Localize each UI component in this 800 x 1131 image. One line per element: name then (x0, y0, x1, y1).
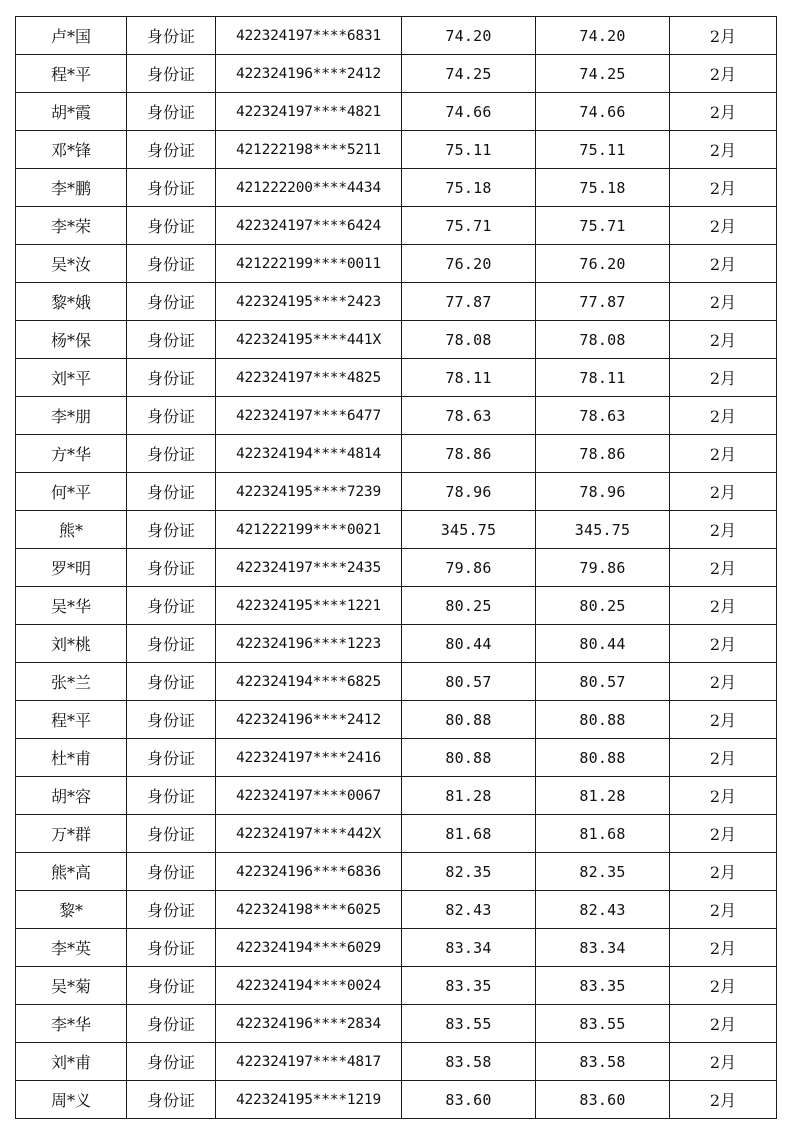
month-cell: 2月 (670, 207, 777, 245)
amount-cell: 74.20 (402, 17, 536, 55)
id-number-cell: 422324197****442X (216, 815, 402, 853)
id-number-cell: 422324197****4821 (216, 93, 402, 131)
month-cell: 2月 (670, 1005, 777, 1043)
table-row (16, 549, 777, 587)
table-row (16, 283, 777, 321)
subsidy-cell: 83.34 (536, 929, 670, 967)
table-row (16, 701, 777, 739)
subsidy-cell: 80.88 (536, 701, 670, 739)
id-number-cell: 422324196****2412 (216, 55, 402, 93)
subsidy-cell: 76.20 (536, 245, 670, 283)
amount-cell: 345.75 (402, 511, 536, 549)
subsidy-cell: 81.68 (536, 815, 670, 853)
id-type-cell: 身份证 (127, 587, 216, 625)
subsidy-cell: 80.44 (536, 625, 670, 663)
month-cell: 2月 (670, 739, 777, 777)
id-number-cell: 422324196****2834 (216, 1005, 402, 1043)
amount-cell: 77.87 (402, 283, 536, 321)
amount-cell: 78.08 (402, 321, 536, 359)
name-cell: 程*平 (16, 55, 127, 93)
amount-cell: 81.68 (402, 815, 536, 853)
name-cell: 刘*甫 (16, 1043, 127, 1081)
month-cell: 2月 (670, 777, 777, 815)
amount-cell: 75.11 (402, 131, 536, 169)
id-type-cell: 身份证 (127, 777, 216, 815)
subsidy-cell: 78.63 (536, 397, 670, 435)
id-number-cell: 422324195****1221 (216, 587, 402, 625)
id-number-cell: 422324194****4814 (216, 435, 402, 473)
subsidy-cell: 80.88 (536, 739, 670, 777)
id-number-cell: 421222199****0011 (216, 245, 402, 283)
month-cell: 2月 (670, 245, 777, 283)
name-cell: 方*华 (16, 435, 127, 473)
id-type-cell: 身份证 (127, 131, 216, 169)
subsidy-cell: 74.66 (536, 93, 670, 131)
name-cell: 万*群 (16, 815, 127, 853)
amount-cell: 74.25 (402, 55, 536, 93)
id-number-cell: 422324196****2412 (216, 701, 402, 739)
id-number-cell: 422324197****0067 (216, 777, 402, 815)
table-row (16, 587, 777, 625)
name-cell: 熊* (16, 511, 127, 549)
payment-roster-table (15, 16, 777, 1119)
name-cell: 张*兰 (16, 663, 127, 701)
name-cell: 胡*霞 (16, 93, 127, 131)
table-row (16, 815, 777, 853)
month-cell: 2月 (670, 891, 777, 929)
id-number-cell: 422324197****6477 (216, 397, 402, 435)
table-row (16, 93, 777, 131)
id-type-cell: 身份证 (127, 739, 216, 777)
month-cell: 2月 (670, 397, 777, 435)
table-row (16, 321, 777, 359)
month-cell: 2月 (670, 473, 777, 511)
id-type-cell: 身份证 (127, 283, 216, 321)
subsidy-cell: 74.25 (536, 55, 670, 93)
subsidy-cell: 345.75 (536, 511, 670, 549)
name-cell: 周*义 (16, 1081, 127, 1119)
id-number-cell: 422324194****6825 (216, 663, 402, 701)
subsidy-cell: 83.58 (536, 1043, 670, 1081)
id-type-cell: 身份证 (127, 169, 216, 207)
id-type-cell: 身份证 (127, 435, 216, 473)
amount-cell: 78.96 (402, 473, 536, 511)
name-cell: 吴*菊 (16, 967, 127, 1005)
id-type-cell: 身份证 (127, 359, 216, 397)
table-row (16, 739, 777, 777)
subsidy-cell: 83.35 (536, 967, 670, 1005)
subsidy-cell: 79.86 (536, 549, 670, 587)
month-cell: 2月 (670, 967, 777, 1005)
id-type-cell: 身份证 (127, 549, 216, 587)
amount-cell: 83.34 (402, 929, 536, 967)
id-number-cell: 422324195****1219 (216, 1081, 402, 1119)
table-row (16, 207, 777, 245)
subsidy-cell: 78.86 (536, 435, 670, 473)
table-row (16, 55, 777, 93)
month-cell: 2月 (670, 435, 777, 473)
name-cell: 李*华 (16, 1005, 127, 1043)
subsidy-cell: 75.71 (536, 207, 670, 245)
table-row (16, 1005, 777, 1043)
amount-cell: 78.63 (402, 397, 536, 435)
id-type-cell: 身份证 (127, 929, 216, 967)
amount-cell: 80.88 (402, 701, 536, 739)
subsidy-cell: 80.25 (536, 587, 670, 625)
amount-cell: 83.58 (402, 1043, 536, 1081)
table-row (16, 397, 777, 435)
id-number-cell: 422324197****2435 (216, 549, 402, 587)
id-number-cell: 421222199****0021 (216, 511, 402, 549)
name-cell: 刘*桃 (16, 625, 127, 663)
amount-cell: 76.20 (402, 245, 536, 283)
table-row (16, 891, 777, 929)
id-number-cell: 422324195****2423 (216, 283, 402, 321)
month-cell: 2月 (670, 663, 777, 701)
table-row (16, 359, 777, 397)
id-type-cell: 身份证 (127, 1081, 216, 1119)
amount-cell: 74.66 (402, 93, 536, 131)
table-body (16, 17, 777, 1119)
id-type-cell: 身份证 (127, 473, 216, 511)
amount-cell: 80.57 (402, 663, 536, 701)
amount-cell: 82.43 (402, 891, 536, 929)
table-row (16, 777, 777, 815)
id-number-cell: 422324196****1223 (216, 625, 402, 663)
name-cell: 黎*娥 (16, 283, 127, 321)
amount-cell: 78.11 (402, 359, 536, 397)
subsidy-cell: 82.35 (536, 853, 670, 891)
name-cell: 邓*锋 (16, 131, 127, 169)
table-row (16, 435, 777, 473)
subsidy-cell: 83.55 (536, 1005, 670, 1043)
id-number-cell: 422324197****6831 (216, 17, 402, 55)
subsidy-cell: 78.08 (536, 321, 670, 359)
amount-cell: 83.35 (402, 967, 536, 1005)
id-number-cell: 422324195****7239 (216, 473, 402, 511)
id-number-cell: 422324197****4825 (216, 359, 402, 397)
id-number-cell: 421222200****4434 (216, 169, 402, 207)
id-type-cell: 身份证 (127, 967, 216, 1005)
id-type-cell: 身份证 (127, 853, 216, 891)
id-type-cell: 身份证 (127, 321, 216, 359)
table-row (16, 473, 777, 511)
amount-cell: 78.86 (402, 435, 536, 473)
name-cell: 熊*高 (16, 853, 127, 891)
month-cell: 2月 (670, 93, 777, 131)
table-row (16, 17, 777, 55)
id-number-cell: 421222198****5211 (216, 131, 402, 169)
amount-cell: 75.18 (402, 169, 536, 207)
subsidy-cell: 78.96 (536, 473, 670, 511)
name-cell: 吴*汝 (16, 245, 127, 283)
name-cell: 李*鹏 (16, 169, 127, 207)
month-cell: 2月 (670, 853, 777, 891)
subsidy-cell: 83.60 (536, 1081, 670, 1119)
amount-cell: 75.71 (402, 207, 536, 245)
table-row (16, 1081, 777, 1119)
name-cell: 杜*甫 (16, 739, 127, 777)
id-number-cell: 422324197****4817 (216, 1043, 402, 1081)
id-number-cell: 422324198****6025 (216, 891, 402, 929)
month-cell: 2月 (670, 929, 777, 967)
month-cell: 2月 (670, 131, 777, 169)
name-cell: 李*荣 (16, 207, 127, 245)
id-type-cell: 身份证 (127, 397, 216, 435)
id-type-cell: 身份证 (127, 55, 216, 93)
amount-cell: 83.60 (402, 1081, 536, 1119)
id-type-cell: 身份证 (127, 891, 216, 929)
month-cell: 2月 (670, 701, 777, 739)
name-cell: 刘*平 (16, 359, 127, 397)
subsidy-cell: 78.11 (536, 359, 670, 397)
id-number-cell: 422324196****6836 (216, 853, 402, 891)
month-cell: 2月 (670, 321, 777, 359)
table-row (16, 245, 777, 283)
name-cell: 杨*保 (16, 321, 127, 359)
month-cell: 2月 (670, 587, 777, 625)
id-number-cell: 422324197****2416 (216, 739, 402, 777)
month-cell: 2月 (670, 169, 777, 207)
id-type-cell: 身份证 (127, 1043, 216, 1081)
id-type-cell: 身份证 (127, 625, 216, 663)
name-cell: 罗*明 (16, 549, 127, 587)
name-cell: 李*朋 (16, 397, 127, 435)
month-cell: 2月 (670, 1081, 777, 1119)
id-type-cell: 身份证 (127, 815, 216, 853)
name-cell: 胡*容 (16, 777, 127, 815)
amount-cell: 80.25 (402, 587, 536, 625)
table-row (16, 169, 777, 207)
name-cell: 卢*国 (16, 17, 127, 55)
name-cell: 黎* (16, 891, 127, 929)
id-type-cell: 身份证 (127, 245, 216, 283)
subsidy-cell: 82.43 (536, 891, 670, 929)
id-number-cell: 422324195****441X (216, 321, 402, 359)
name-cell: 吴*华 (16, 587, 127, 625)
month-cell: 2月 (670, 55, 777, 93)
id-number-cell: 422324194****6029 (216, 929, 402, 967)
table-row (16, 625, 777, 663)
name-cell: 何*平 (16, 473, 127, 511)
table-row (16, 967, 777, 1005)
id-number-cell: 422324197****6424 (216, 207, 402, 245)
amount-cell: 81.28 (402, 777, 536, 815)
subsidy-cell: 81.28 (536, 777, 670, 815)
month-cell: 2月 (670, 815, 777, 853)
id-type-cell: 身份证 (127, 701, 216, 739)
month-cell: 2月 (670, 549, 777, 587)
id-type-cell: 身份证 (127, 511, 216, 549)
subsidy-cell: 80.57 (536, 663, 670, 701)
month-cell: 2月 (670, 359, 777, 397)
amount-cell: 83.55 (402, 1005, 536, 1043)
id-number-cell: 422324194****0024 (216, 967, 402, 1005)
table-row (16, 511, 777, 549)
amount-cell: 80.44 (402, 625, 536, 663)
subsidy-cell: 77.87 (536, 283, 670, 321)
subsidy-cell: 75.18 (536, 169, 670, 207)
table-row (16, 1043, 777, 1081)
subsidy-cell: 74.20 (536, 17, 670, 55)
month-cell: 2月 (670, 283, 777, 321)
subsidy-cell: 75.11 (536, 131, 670, 169)
table-row (16, 853, 777, 891)
month-cell: 2月 (670, 17, 777, 55)
id-type-cell: 身份证 (127, 17, 216, 55)
amount-cell: 79.86 (402, 549, 536, 587)
amount-cell: 82.35 (402, 853, 536, 891)
table-row (16, 663, 777, 701)
name-cell: 李*英 (16, 929, 127, 967)
month-cell: 2月 (670, 625, 777, 663)
amount-cell: 80.88 (402, 739, 536, 777)
table-row (16, 131, 777, 169)
month-cell: 2月 (670, 1043, 777, 1081)
id-type-cell: 身份证 (127, 1005, 216, 1043)
month-cell: 2月 (670, 511, 777, 549)
id-type-cell: 身份证 (127, 663, 216, 701)
table-row (16, 929, 777, 967)
name-cell: 程*平 (16, 701, 127, 739)
id-type-cell: 身份证 (127, 207, 216, 245)
id-type-cell: 身份证 (127, 93, 216, 131)
